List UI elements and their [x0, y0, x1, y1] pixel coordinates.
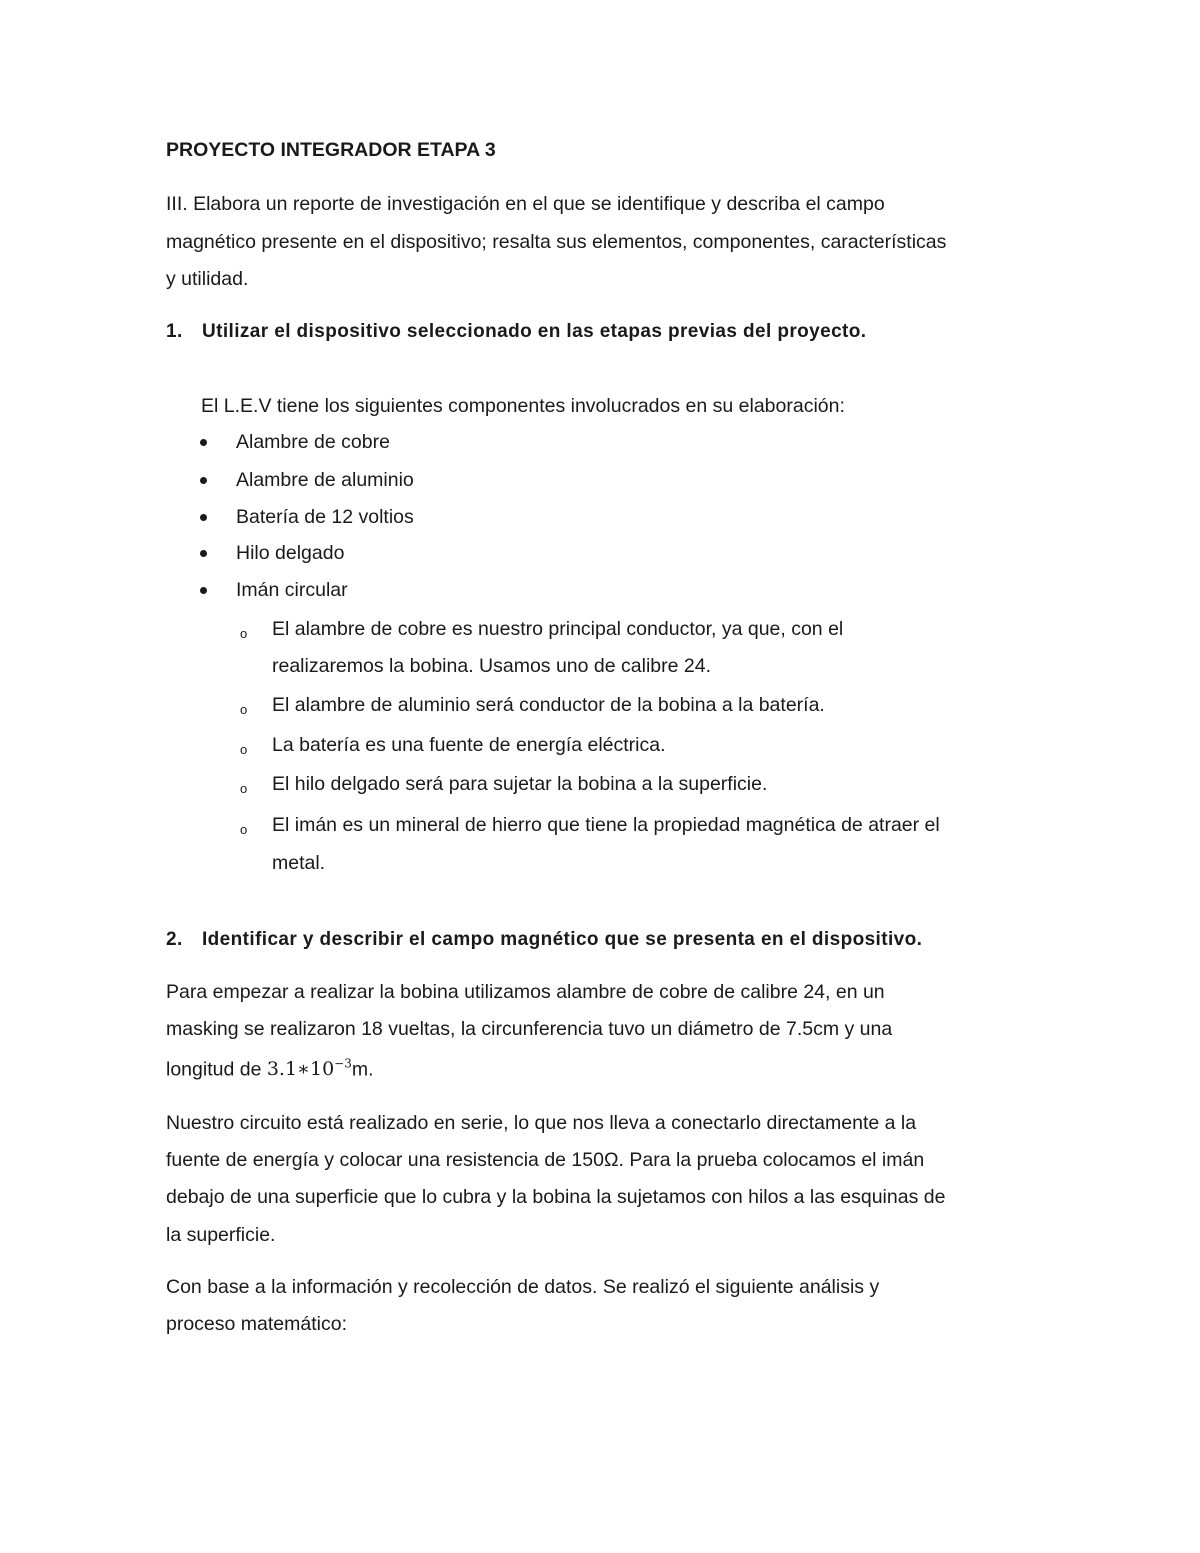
sub-bullet-marker: o — [240, 702, 248, 717]
length-unit: m. — [351, 1058, 374, 1081]
bullet-item: Batería de 12 voltios — [236, 506, 414, 528]
paragraph-1-line: Para empezar a realizar la bobina utilizamos alambre de cobre de calibre 24, en un — [166, 981, 885, 1003]
intro-line-3: y utilidad. — [166, 268, 249, 290]
bullet-icon — [200, 587, 207, 594]
section-1-heading — [166, 322, 866, 341]
length-value-exponent: −3 — [334, 1057, 352, 1071]
bullet-icon — [200, 439, 207, 446]
intro-line-2: magnético presente en el dispositivo; resalta sus elementos, componentes, características — [166, 231, 947, 253]
section-2-heading — [166, 930, 922, 949]
length-label: longitud de — [166, 1058, 267, 1081]
paragraph-1-line: masking se realizaron 18 vueltas, la circunferencia tuvo un diámetro de 7.5cm y una — [166, 1018, 893, 1040]
section-1-heading-text: Utilizar el dispositivo seleccionado en las etapas previas del proyecto. — [202, 321, 867, 342]
paragraph-1-line — [166, 1058, 374, 1080]
sub-item-line: La batería es una fuente de energía eléctrica. — [272, 734, 666, 756]
sub-item-line: El alambre de aluminio será conductor de la bobina a la batería. — [272, 694, 825, 716]
section-2-heading-text: Identificar y describir el campo magnético que se presenta en el dispositivo. — [202, 929, 923, 950]
sub-bullet-marker: o — [240, 626, 248, 641]
sub-item-line: El hilo delgado será para sujetar la bobina a la superficie. — [272, 773, 768, 795]
paragraph-2-line: debajo de una superficie que lo cubra y la bobina la sujetamos con hilos a las esquinas de — [166, 1186, 946, 1208]
length-value-base: 3.1∗10 — [266, 1058, 335, 1081]
bullet-icon — [200, 550, 207, 557]
sub-bullet-marker: o — [240, 822, 248, 837]
section-1-lead: El L.E.V tiene los siguientes componentes involucrados en su elaboración: — [201, 395, 845, 417]
sub-item-line: realizaremos la bobina. Usamos uno de calibre 24. — [272, 655, 711, 677]
paragraph-2-line: fuente de energía y colocar una resistencia de 150Ω. Para la prueba colocamos el imán — [166, 1149, 925, 1171]
paragraph-3-line: proceso matemático: — [166, 1313, 347, 1335]
sub-item-line: El alambre de cobre es nuestro principal conductor, ya que, con el — [272, 618, 844, 640]
sub-bullet-marker: o — [240, 781, 248, 796]
section-1-number: 1. — [166, 321, 183, 342]
bullet-icon — [200, 477, 207, 484]
length-value — [267, 1058, 352, 1080]
sub-bullet-marker: o — [240, 742, 248, 757]
document-title: PROYECTO INTEGRADOR ETAPA 3 — [166, 139, 496, 161]
sub-item-line: metal. — [272, 852, 326, 874]
bullet-item: Alambre de cobre — [236, 431, 390, 453]
intro-line-1: III. Elabora un reporte de investigación en el que se identifique y describa el campo — [166, 193, 885, 215]
bullet-icon — [200, 514, 207, 521]
paragraph-3-line: Con base a la información y recolección de datos. Se realizó el siguiente análisis y — [166, 1276, 880, 1298]
bullet-item: Alambre de aluminio — [236, 469, 414, 491]
sub-item-line: El imán es un mineral de hierro que tiene la propiedad magnética de atraer el — [272, 814, 940, 836]
paragraph-2-line: la superficie. — [166, 1224, 276, 1246]
bullet-item: Imán circular — [236, 579, 348, 601]
section-2-number: 2. — [166, 929, 183, 950]
bullet-item: Hilo delgado — [236, 542, 345, 564]
paragraph-2-line: Nuestro circuito está realizado en serie, lo que nos lleva a conectarlo directamente a la — [166, 1112, 917, 1134]
